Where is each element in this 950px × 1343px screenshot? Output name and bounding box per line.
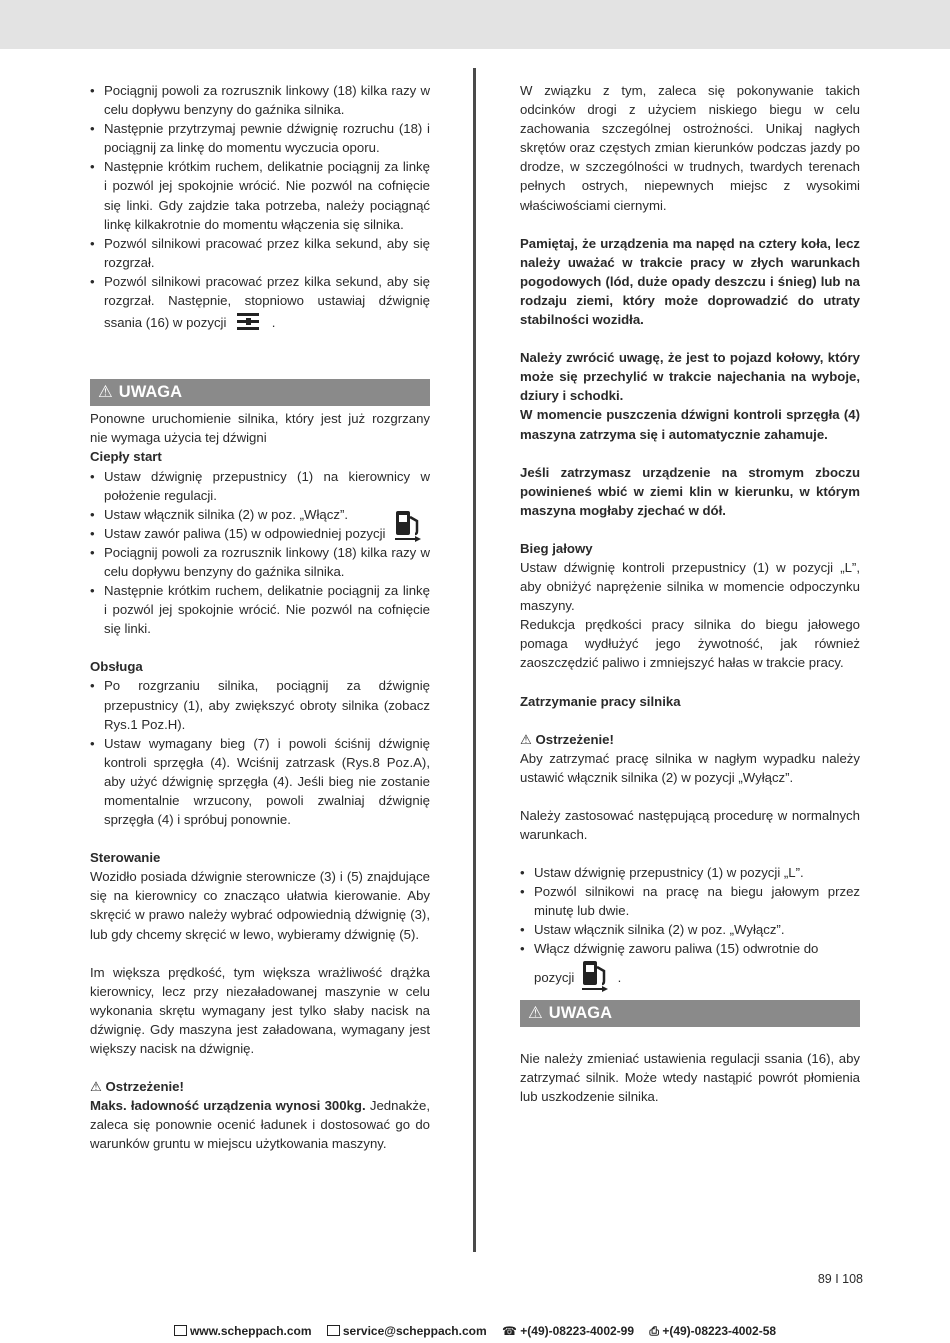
phone-icon: ☎	[502, 1324, 521, 1338]
fax-icon: ⎙	[649, 1324, 663, 1338]
start-steps-list	[90, 81, 430, 337]
right-column	[520, 81, 860, 1106]
slope-note: Jeśli zatrzymasz urządzenie na stromym zboczu powinieneś wbić w ziemi klin w kierunku, w którym maszyna mogłaby zjechać w dół.	[520, 464, 860, 518]
list-item: • Po rozgrzaniu silnika, pociągnij za dźwignię przepustnicy (1), aby zwiększyć obroty silnika (zobacz Rys.1 Poz.H).	[90, 676, 430, 733]
top-band	[0, 0, 950, 49]
list-item: • Pociągnij powoli za rozrusznik linkowy (18) kilka razy w celu dopływu benzyny do gaźnika silnika.	[90, 543, 430, 581]
list-item: • Ustaw włącznik silnika (2) w poz. „Włącz”.	[90, 505, 430, 524]
warning-text: Nie należy zmieniać ustawienia regulacji ssania (16), aby zatrzymać silnik. Może wtedy nastąpić powrót płomienia lub uszkodzenie silnika.	[520, 1050, 860, 1104]
monitor-icon	[174, 1325, 187, 1336]
intro-text: W związku z tym, zaleca się pokonywanie takich odcinków drogi z użyciem niskiego biegu w celu zachowania szczególnej ostrożności. Unikaj nagłych skrętów oraz częstych zmian kierunków podczas jazdy po drodze, w szczególności w trudnych, twardych terenach pełnych ostrych, niepewnych miejsc z wysokimi właściwościami ciernymi.	[520, 83, 860, 213]
warning-triangle-icon: ⚠	[98, 383, 113, 402]
footer-fax: ⎙ +(49)-08223-4002-58	[649, 1324, 777, 1338]
wheeled-vehicle-note: Należy zwrócić uwagę, że jest to pojazd kołowy, który może się przechylić w trakcie najechania na wyboje, dziury i schodki.	[520, 350, 860, 404]
caution-text: Aby zatrzymać pracę silnika w nagłym wypadku należy ustawić włącznik silnika (2) w pozycji „Wyłącz”.	[520, 750, 860, 785]
list-item: • Ustaw zawór paliwa (15) w odpowiedniej pozycji	[90, 524, 430, 543]
choke-bullet-text: Pozwól silnikowi pracować przez kilka sekund, aby się rozgrzał. Następnie, stopniowo ustawiaj dźwignię ssania (16) w pozycji	[104, 273, 430, 331]
list-item: • Ustaw wymagany bieg (7) i powoli ściśnij dźwignię kontroli sprzęgła (4). Wciśnij zatrzask (Rys.8 Poz.A), aby użyć dźwignię sprzęgła (4). Jeśli bieg nie zostanie momentalnie wrzucony, powoli zwalniaj dźwignię sprzęgła (4) i spróbuj ponownie.	[90, 734, 430, 829]
footer-email[interactable]: service@scheppach.com	[327, 1324, 487, 1338]
warning-text: Ponowne uruchomienie silnika, który jest już rozgrzany nie wymaga użycia tej dźwigni	[90, 411, 430, 446]
speed-text: Im większa prędkość, tym większa wrażliwość drążka kierownicy, lecz przy niezaładowanej maszynie w celu wykonania skrętu wymagany jest tylko słaby nacisk na dźwignię. Gdy maszyna jest załadowana, wymagany jest większy nacisk na dźwignię.	[90, 964, 430, 1057]
caution-heading: ⚠ Ostrzeżenie!	[90, 1079, 184, 1095]
warm-start-heading: Ciepły start	[90, 449, 162, 465]
warning-banner: ⚠ UWAGA	[520, 1000, 860, 1027]
steering-text: Wozidło posiada dźwignie sterownicze (3) i (5) znajdujące się na kierownicy co znacząco ułatwia kierowanie. Aby skręcić w prawo należy wybrać odpowiednią dźwignię (3), lub gdy chcemy skręcić w lewo, wybieramy dźwignię (5).	[90, 869, 430, 942]
stop-steps-list	[520, 863, 860, 998]
steering-heading: Sterowanie	[90, 850, 161, 866]
idle-heading: Bieg jałowy	[520, 540, 593, 556]
list-item-fuel: • Włącz dźwignię zaworu paliwa (15) odwrotnie do pozycji .	[520, 939, 860, 997]
footer-phone: ☎ +(49)-08223-4002-99	[502, 1324, 635, 1338]
list-item: • Ustaw dźwignię przepustnicy (1) na kierownicy w położenie regulacji.	[90, 467, 430, 505]
fuel-pump-icon	[580, 959, 612, 998]
idle-text: Ustaw dźwignię kontroli przepustnicy (1) w pozycji „L”, aby obniżyć naprężenie silnika w momencie odpoczynku maszyny.	[520, 559, 860, 614]
load-paragraph: Maks. ładowność urządzenia wynosi 300kg. Jednakże, zaleca się ponownie ocenić ładunek i dostosować go do warunków gruntu w miejscu użytkowania maszyny.	[90, 1098, 430, 1152]
fuel-bullet-text: Włącz dźwignię zaworu paliwa (15) odwrotnie do pozycji	[534, 941, 819, 985]
warning-triangle-icon: ⚠	[528, 1003, 543, 1022]
stop-heading: Zatrzymanie pracy silnika	[520, 693, 681, 709]
caution-heading: ⚠ Ostrzeżenie!	[520, 731, 614, 747]
footer	[0, 1322, 950, 1343]
list-item: • Następnie krótkim ruchem, delikatnie pociągnij za linkę i pozwól jej spokojnie wrócić. Nie pozwól na cofnięcie się linki. Gdy zajdzie taka potrzeba, należy pociągnąć linkę kilkakrotnie do momentu włączenia się silnika.	[90, 157, 430, 233]
list-item: • Pozwól silnikowi na pracę na biegu jałowym przez minutę lub dwie.	[520, 882, 860, 920]
list-item-choke: • Pozwól silnikowi pracować przez kilka sekund, aby się rozgrzał. Następnie, stopniowo ustawiaj dźwignię ssania (16) w pozycji .	[90, 272, 430, 337]
list-item: • Ustaw dźwignię przepustnicy (1) w pozycji „L”.	[520, 863, 860, 882]
page-number: 89 I 108	[817, 1272, 863, 1286]
clutch-note: W momencie puszczenia dźwigni kontroli sprzęgła (4) maszyna zatrzyma się i automatycznie zahamuje.	[520, 407, 860, 442]
warm-start-list	[90, 467, 430, 639]
four-wheel-drive-note: Pamiętaj, że urządzenia ma napęd na cztery koła, lecz należy uważać w trakcie pracy w złych warunkach pogodowych (lód, duże opady deszczu i śnieg) lub na rodzaju ziemi, który może doprowadzić do utraty stabilności wozidła.	[520, 235, 860, 328]
normal-procedure-text: Należy zastosować następującą procedurę w normalnych warunkach.	[520, 807, 860, 842]
mail-icon	[327, 1325, 340, 1336]
list-item: • Ustaw włącznik silnika (2) w poz. „Wyłącz”.	[520, 920, 860, 939]
operation-list	[90, 676, 430, 829]
operation-heading: Obsługa	[90, 659, 143, 675]
list-item: • Pozwól silnikowi pracować przez kilka sekund, aby się rozgrzał.	[90, 234, 430, 272]
column-divider	[473, 68, 476, 1252]
choke-icon	[234, 310, 264, 337]
list-item: • Następnie krótkim ruchem, delikatnie pociągnij za linkę i pozwól jej spokojnie wrócić. Nie pozwól na cofnięcie się linki.	[90, 581, 430, 638]
list-item: • Pociągnij powoli za rozrusznik linkowy (18) kilka razy w celu dopływu benzyny do gaźnika silnika.	[90, 81, 430, 119]
idle-text-2: Redukcja prędkości pracy silnika do biegu jałowego pomaga wydłużyć jego żywotność, jak również zaoszczędzić paliwo i zmniejszyć hałas w trakcie pracy.	[520, 617, 860, 671]
footer-web[interactable]: www.scheppach.com	[174, 1324, 312, 1338]
fuel-pump-icon	[393, 509, 425, 548]
warning-banner: ⚠ UWAGA	[90, 379, 430, 406]
left-column	[90, 81, 430, 1154]
list-item: • Następnie przytrzymaj pewnie dźwignię rozruchu (18) i pociągnij za linkę do momentu wyczucia oporu.	[90, 119, 430, 157]
